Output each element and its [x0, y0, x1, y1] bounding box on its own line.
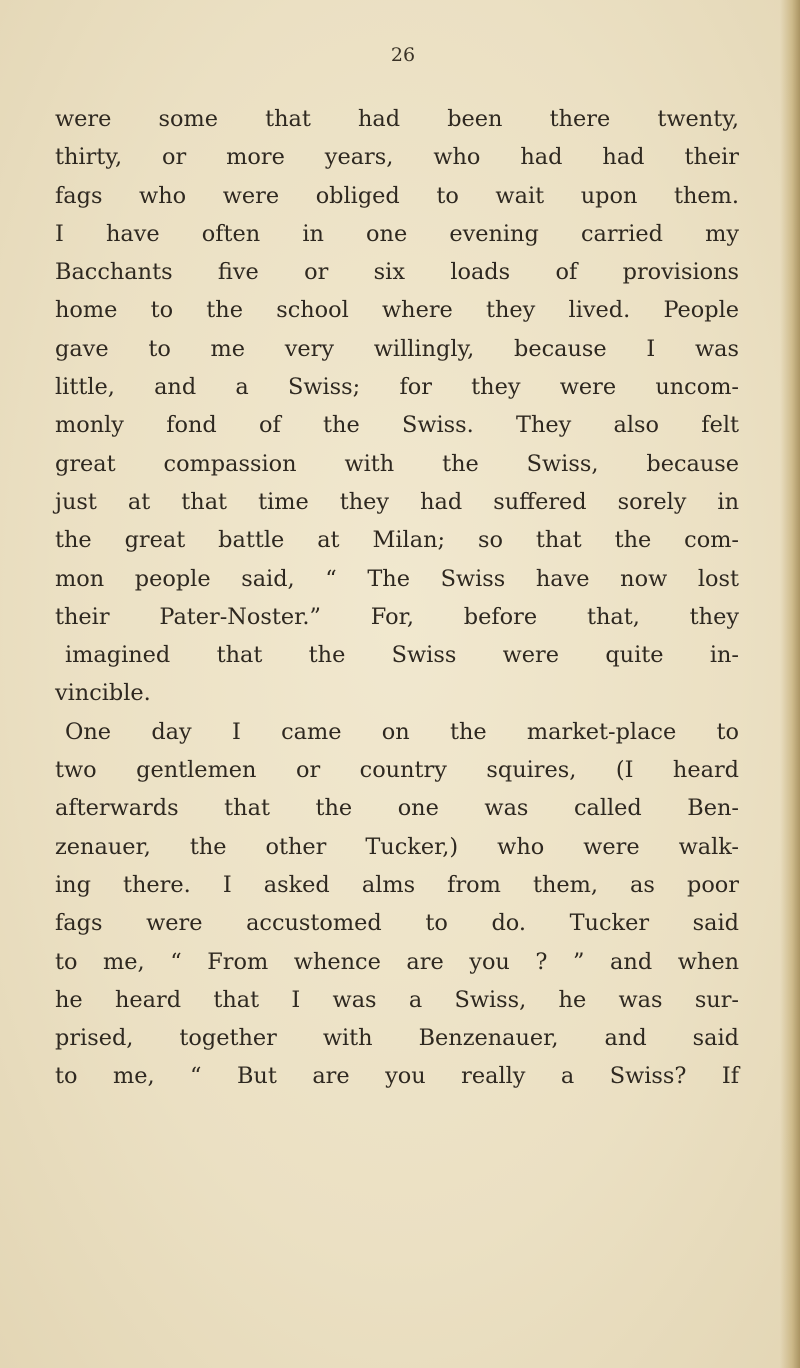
text-line: little, and a Swiss; for they were uncom- — [55, 374, 739, 401]
text-line: were some that had been there twenty, — [55, 106, 739, 132]
text-line: monly fond of the Swiss. They also felt — [55, 412, 739, 439]
text-line: afterwards that the one was called Ben- — [55, 795, 739, 822]
text-line: two gentlemen or country squires, (I heard — [55, 757, 739, 784]
text-line: fags were accustomed to do. Tucker said — [55, 910, 739, 937]
text-line: great compassion with the Swiss, because — [55, 450, 739, 477]
text-line: mon people said, “ The Swiss have now lost — [55, 565, 739, 592]
text-line: home to the school where they lived. People — [55, 297, 739, 324]
text-line: imagined that the Swiss were quite in- — [65, 642, 739, 669]
text-line: their Pater-Noster.” For, before that, they — [55, 603, 739, 630]
text-line: to me, “ But are you really a Swiss? If — [55, 1063, 739, 1090]
text-line: the great battle at Milan; so that the com- — [55, 527, 739, 554]
page-number: 26 — [390, 44, 416, 66]
text-line: thirty, or more years, who had had their — [55, 144, 739, 171]
text-line: I have often in one evening carried my — [55, 220, 739, 247]
text-line: fags who were obliged to wait upon them. — [55, 182, 739, 209]
text-line: to me, “ From whence are you ? ” and when — [55, 948, 739, 975]
text-line: Bacchants five or six loads of provisions — [55, 259, 739, 286]
text-line: vincible. — [55, 680, 151, 707]
text-line: he heard that I was a Swiss, he was sur- — [55, 986, 739, 1013]
body-text — [55, 100, 739, 1096]
text-line: zenauer, the other Tucker,) who were walk- — [55, 833, 739, 860]
text-line: prised, together with Benzenauer, and said — [55, 1025, 739, 1052]
text-line: gave to me very willingly, because I was — [55, 335, 739, 362]
text-line: ing there. I asked alms from them, as poor — [55, 871, 739, 898]
text-line: just at that time they had suffered sorely in — [55, 488, 739, 515]
page-edge-shadow — [780, 0, 800, 1368]
text-line: One day I came on the market-place to — [65, 718, 739, 745]
